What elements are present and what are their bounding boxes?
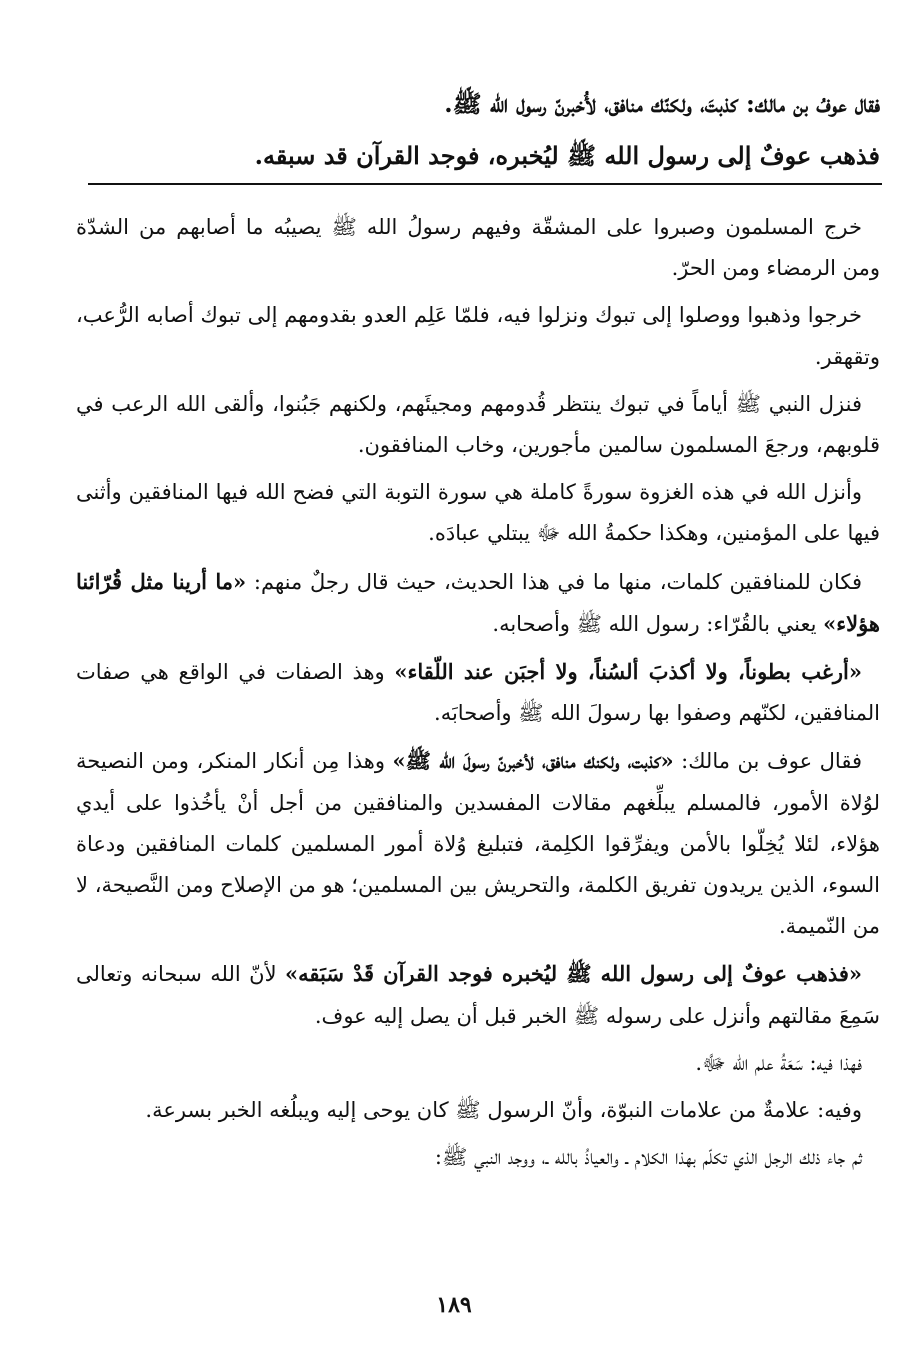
paragraph <box>76 953 880 1036</box>
paragraph-text: يعني بالقُرّاء: رسول الله ﷺ وأصحابه. <box>492 611 824 636</box>
quoted-hadith: «ما أرينا مثل قُرّائنا هؤلاء» <box>76 568 880 636</box>
paragraph: فهذا فيه: سَعَةُ علم الله ﷻ. <box>695 1050 862 1075</box>
paragraph <box>76 651 880 734</box>
paragraph <box>76 561 880 645</box>
paragraph-text: فقال عوف بن مالك: <box>673 749 862 774</box>
separator-line <box>88 183 882 185</box>
paragraph: فنزل النبي ﷺ أياماً في تبوك ينتظر قُدومهم ومجيئَهم، ولكنهم جَبُنوا، وألقى الله الرعب في قلوبهم، ورجعَ المسلمون سالمين مأجورين، وخاب المنافقون. <box>76 391 880 458</box>
paragraph-text: فكان للمنافقين كلمات، منها ما في هذا الحديث، حيث قال رجلٌ منهم: <box>246 569 862 594</box>
quoted-hadith: «كذبت، ولكنك منافق، لأخبرنّ رسولَ الله ﷺ» <box>392 748 674 774</box>
commentary-text <box>76 207 880 1184</box>
quoted-hadith: «فذهب عوفٌ إلى رسول الله ﷺ ليُخبره فوجد القرآن قَدْ سَبَقه» <box>285 961 863 987</box>
page-number: ١٨٩ <box>436 1292 472 1318</box>
paragraph: وفيه: علامةٌ من علامات النبوّة، وأنّ الرسول ﷺ كان يوحى إليه ويبلُغه الخبر بسرعة. <box>145 1098 862 1123</box>
hadith-line: فقال عوفُ بن مالك: كذبتَ، ولكنّك منافق، لأُخبرنّ رسول الله ﷺ. <box>444 89 880 118</box>
paragraph: خرجوا وذهبوا ووصلوا إلى تبوك ونزلوا فيه، فلمّا عَلِم العدو بقدومهم إلى تبوك أصابه الرُّعب، وتقهقر. <box>76 303 880 369</box>
paragraph <box>76 740 880 947</box>
paragraph-text: وهذ الصفات في الواقع هي صفات المنافقين، لكنّهم وصفوا بها رسولَ الله ﷺ وأصحابَه. <box>76 660 880 726</box>
hadith-line: فذهب عوفٌ إلى رسول الله ﷺ ليُخبره، فوجد القرآن قد سبقه. <box>254 141 880 170</box>
paragraph-text: وهذا مِن أنكار المنكر، ومن النصيحة لوُلاة الأمور، فالمسلم يبلِّغهم مقالات المفسدين والمنافقين من أجل أنْ يأخُذوا على أيدي هؤلاء، لئلا يُخِلّوا بالأمن ويفرِّقوا الكلِمة، فتبليغ وُلاة أمور المسلمين كلمات المنافقين ودعاة السوء، الذين يريدون تفريق الكلمة، والتحريش بين المسلمين؛ هو من الإصلاح ومن النَّصيحة، لا من النّميمة. <box>76 749 880 939</box>
paragraph-text: لأنّ الله سبحانه وتعالى سَمِعَ مقالتهم وأنزل على رسوله ﷺ الخبر قبل أن يصل إليه عوف. <box>76 962 880 1028</box>
hadith-excerpt <box>90 78 880 182</box>
quoted-hadith: «أرغب بطوناً، ولا أكذبَ ألسُناً، ولا أجبَن عند اللّقاء» <box>394 659 862 685</box>
paragraph: خرج المسلمون وصبروا على المشقّة وفيهم رسولُ الله ﷺ يصيبُه ما أصابهم من الشدّة ومن الرمضاء ومن الحرّ. <box>76 215 880 281</box>
paragraph: ثم جاء ذلك الرجل الذي تكلّم بهذا الكلام ـ والعياذُ بالله ـ، ووجد النبي ﷺ: <box>434 1145 862 1170</box>
paragraph: وأنزل الله في هذه الغزوة سورةً كاملة هي سورة التوبة التي فضح الله فيها المنافقين وأثنى فيها على المؤمنين، وهكذا حكمةُ الله ﷻ يبتلي عبادَه. <box>76 480 880 546</box>
